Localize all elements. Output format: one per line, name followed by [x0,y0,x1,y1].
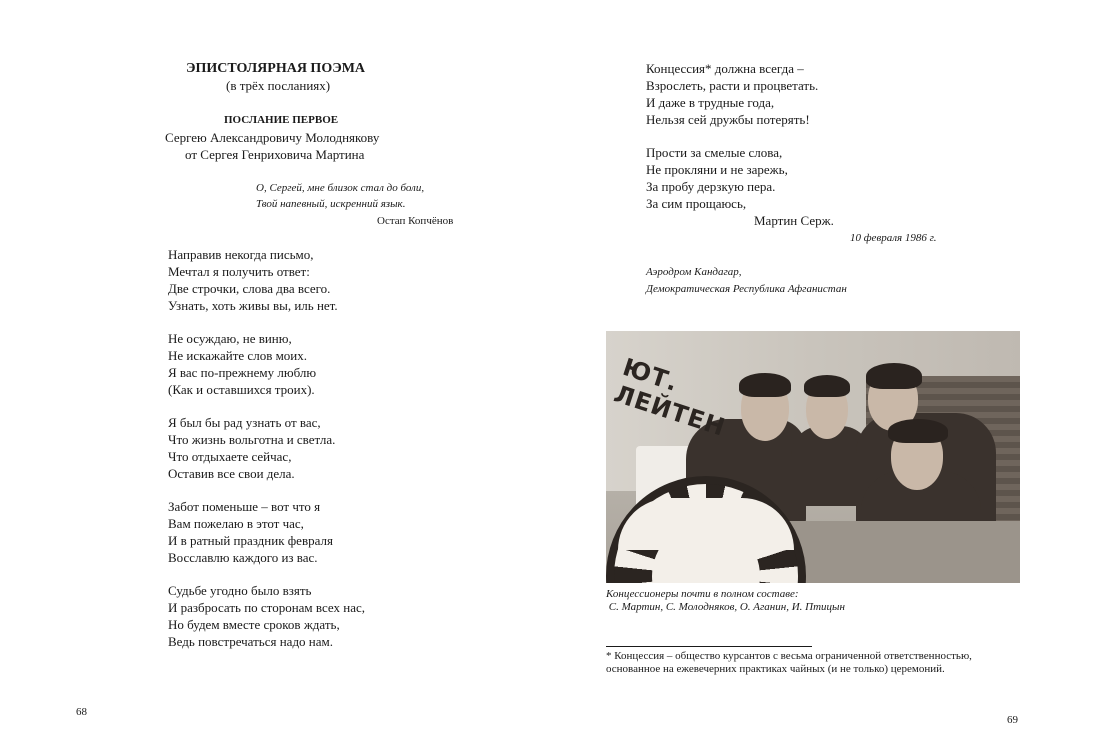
signature: Мартин Серж. [754,213,834,228]
page-number-left: 68 [76,706,87,718]
verse-line: (Как и оставшихся троих). [168,382,315,397]
verse-line: Не искажайте слов моих. [168,348,308,363]
verse-line: Ведь повстречаться надо нам. [168,634,334,649]
photo-caption: Концессионеры почти в полном составе: [606,588,799,600]
photo-caption: С. Мартин, С. Молодняков, О. Аганин, И. Птицын [606,601,845,613]
stanza [168,498,428,566]
verse-line: Две строчки, слова два всего. [168,281,331,296]
verse-line: Нельзя сей дружбы потерять! [646,112,810,127]
stanza [168,246,428,314]
footnote-text: * Концессия – общество курсантов с весьма ограниченной ответственностью, [606,650,972,662]
stanza [168,414,428,482]
epigraph-line: Твой напевный, искренний язык. [256,198,406,210]
verse-line: За сим прощаюсь, [646,196,747,211]
verse-line: Взрослеть, расти и процветать. [646,78,819,93]
section-heading: ПОСЛАНИЕ ПЕРВОЕ [224,114,339,126]
verse-line: Я был бы рад узнать от вас, [168,415,321,430]
verse-line: Не осуждаю, не виню, [168,331,292,346]
photo-hair [804,375,850,397]
photo-blanket [786,521,1020,583]
verse-line: Прости за смелые слова, [646,145,783,160]
verse-line: Оставив все свои дела. [168,466,295,481]
photo-hair [888,419,948,443]
verse-line: Но будем вместе сроков ждать, [168,617,340,632]
verse-line: Что отдыхаете сейчас, [168,449,292,464]
page-number-right: 69 [1007,714,1018,726]
poem-title: ЭПИСТОЛЯРНАЯ ПОЭМА [186,61,366,76]
verse-line: Забот поменьше – вот что я [168,499,321,514]
group-photo [606,331,1020,583]
verse-line: За пробу дерзкую пера. [646,179,776,194]
verse-line: Я вас по-прежнему люблю [168,365,317,380]
verse-line: И в ратный праздник февраля [168,533,333,548]
verse-line: Судьбе угодно было взять [168,583,312,598]
letter-place: Демократическая Республика Афганистан [646,283,847,295]
stanza [646,60,946,128]
epigraph-author: Остап Копчёнов [377,215,454,227]
verse-line: Узнать, хоть живы вы, иль нет. [168,298,338,313]
photo-sign-text: ЮТ. ЛЕЙТЕН [610,353,729,442]
verse-line: И даже в трудные года, [646,95,775,110]
letter-date: 10 февраля 1986 г. [850,232,937,244]
verse-line: И разбросать по сторонам всех нас, [168,600,365,615]
poem-subtitle: (в трёх посланиях) [226,78,331,93]
photo-hair [866,363,922,389]
epigraph-line: О, Сергей, мне близок стал до боли, [256,182,425,194]
stanza [168,330,428,398]
verse-line: Не прокляни и не зарежь, [646,162,788,177]
verse-line: Мечтал я получить ответ: [168,264,310,279]
address-from: от Сергея Генриховича Мартина [185,147,365,162]
verse-line: Концессия* должна всегда – [646,61,804,76]
verse-line: Направив некогда письмо, [168,247,314,262]
verse-line: Вам пожелаю в этот час, [168,516,304,531]
letter-place: Аэродром Кандагар, [646,266,742,278]
verse-line: Восславлю каждого из вас. [168,550,318,565]
verse-line: Что жизнь вольготна и светла. [168,432,336,447]
footnote-text: основанное на ежевечерних практиках чайных (и не только) церемоний. [606,663,945,675]
stanza [646,144,946,212]
stanza [168,582,428,650]
address-to: Сергею Александровичу Молоднякову [165,130,380,145]
footnote-divider [606,646,812,647]
